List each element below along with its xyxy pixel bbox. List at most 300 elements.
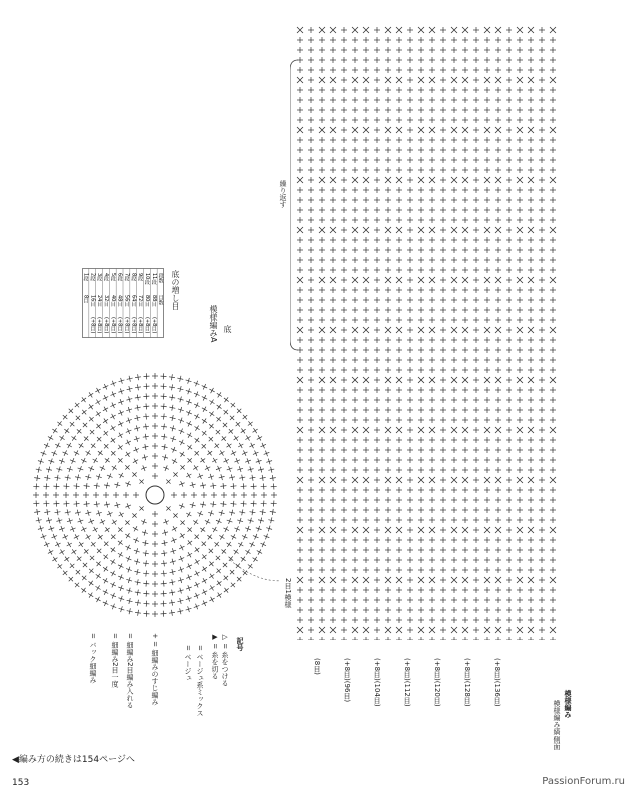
stitch-symbol — [484, 127, 490, 133]
stitch-symbol — [245, 549, 250, 554]
stitch-symbol — [308, 497, 314, 503]
stitch-symbol — [528, 417, 534, 423]
stitch-symbol — [363, 217, 369, 223]
stitch-symbol — [462, 517, 468, 523]
stitch-symbol — [473, 57, 479, 63]
stitch-symbol — [550, 167, 556, 173]
stitch-symbol — [484, 387, 490, 393]
legend-item: = バック細編み — [89, 633, 97, 684]
stitch-symbol — [178, 396, 184, 402]
stitch-symbol — [363, 567, 369, 573]
stitch-symbol — [308, 357, 314, 363]
stitch-symbol — [407, 237, 413, 243]
stitch-symbol — [319, 427, 325, 433]
stitch-symbol — [363, 537, 369, 543]
stitch-symbol — [462, 587, 468, 593]
stitch-symbol — [451, 97, 457, 103]
stitch-symbol — [363, 377, 369, 383]
stitch-symbol — [418, 107, 424, 113]
stitch-symbol — [224, 397, 229, 402]
stitch-symbol — [440, 507, 446, 513]
stitch-symbol — [495, 437, 501, 443]
stitch-symbol — [84, 501, 90, 507]
stitch-symbol — [217, 593, 222, 598]
stitch-symbol — [396, 247, 402, 253]
stitch-symbol — [517, 167, 523, 173]
stitch-symbol — [385, 187, 391, 193]
stitch-symbol — [495, 127, 501, 133]
stitch-symbol — [319, 157, 325, 163]
stitch-symbol — [308, 597, 314, 603]
stitch-symbol — [209, 437, 213, 441]
stitch-symbol — [484, 427, 490, 433]
stitch-symbol — [517, 47, 523, 53]
stitch-symbol — [429, 297, 435, 303]
stitch-symbol — [297, 617, 303, 623]
stitch-symbol — [319, 637, 325, 640]
stitch-symbol — [440, 397, 446, 403]
stitch-symbol — [205, 466, 210, 471]
stitch-symbol — [64, 557, 69, 562]
stitch-symbol — [495, 387, 501, 393]
stitch-symbol — [407, 397, 413, 403]
stitch-symbol — [473, 367, 479, 373]
stitch-symbol — [473, 257, 479, 263]
stitch-symbol — [528, 507, 534, 513]
stitch-symbol — [308, 147, 314, 153]
table-cell: 5段 — [109, 273, 116, 282]
stitch-symbol — [528, 57, 534, 63]
stitch-symbol — [319, 317, 325, 323]
stitch-symbol — [341, 537, 347, 543]
stitch-symbol — [473, 357, 479, 363]
stitch-symbol — [451, 527, 457, 533]
stitch-symbol — [75, 583, 80, 588]
stitch-symbol — [506, 517, 512, 523]
stitch-symbol — [341, 137, 347, 143]
stitch-symbol — [506, 217, 512, 223]
stitch-symbol — [78, 466, 84, 472]
stitch-symbol — [229, 429, 234, 434]
table-cell: (+8目) — [109, 317, 116, 334]
stitch-symbol — [194, 593, 200, 599]
stitch-symbol — [308, 397, 314, 403]
stitch-symbol — [152, 611, 158, 617]
stitch-symbol — [212, 527, 217, 532]
stitch-symbol — [374, 87, 380, 93]
stitch-symbol — [341, 147, 347, 153]
stitch-symbol — [473, 457, 479, 463]
stitch-symbol — [135, 600, 141, 606]
stitch-symbol — [308, 137, 314, 143]
stitch-symbol — [539, 57, 545, 63]
stitch-symbol — [161, 550, 167, 556]
stitch-symbol — [462, 357, 468, 363]
stitch-symbol — [308, 417, 314, 423]
stitch-symbol — [200, 482, 206, 488]
table-cell: 40目 — [109, 295, 116, 307]
stitch-symbol — [55, 542, 60, 547]
row-labels — [300, 652, 540, 722]
stitch-symbol — [297, 357, 303, 363]
stitch-symbol — [330, 217, 336, 223]
stitch-symbol — [374, 397, 380, 403]
stitch-symbol — [70, 458, 76, 464]
stitch-symbol — [330, 277, 336, 283]
stitch-symbol — [539, 387, 545, 393]
stitch-symbol — [363, 587, 369, 593]
stitch-symbol — [374, 257, 380, 263]
stitch-symbol — [223, 458, 228, 463]
stitch-symbol — [506, 267, 512, 273]
stitch-symbol — [352, 227, 358, 233]
stitch-symbol — [208, 510, 214, 516]
stitch-symbol — [143, 424, 149, 430]
stitch-symbol — [517, 297, 523, 303]
stitch-symbol — [385, 217, 391, 223]
stitch-symbol — [194, 582, 199, 587]
stitch-symbol — [253, 534, 259, 540]
stitch-symbol — [341, 577, 347, 583]
stitch-symbol — [152, 433, 158, 439]
stitch-symbol — [143, 550, 149, 556]
stitch-symbol — [440, 477, 446, 483]
stitch-symbol — [152, 463, 158, 469]
stitch-symbol — [161, 591, 167, 597]
stitch-symbol — [161, 403, 167, 409]
row-label: (+8目)(136目) — [493, 658, 501, 707]
stitch-symbol — [297, 527, 303, 533]
stitch-symbol — [506, 147, 512, 153]
stitch-symbol — [374, 457, 380, 463]
stitch-symbol — [385, 507, 391, 513]
stitch-symbol — [440, 347, 446, 353]
stitch-symbol — [330, 497, 336, 503]
stitch-symbol — [517, 197, 523, 203]
stitch-symbol — [330, 527, 336, 533]
stitch-symbol — [396, 487, 402, 493]
stitch-symbol — [440, 367, 446, 373]
stitch-symbol — [352, 517, 358, 523]
stitch-symbol — [385, 527, 391, 533]
stitch-symbol — [473, 187, 479, 193]
stitch-symbol — [352, 277, 358, 283]
stitch-symbol — [297, 367, 303, 373]
stitch-symbol — [161, 434, 167, 440]
legend-item: = ベージュ系ミックス — [196, 645, 204, 717]
stitch-symbol — [110, 582, 115, 587]
stitch-symbol — [152, 393, 158, 399]
stitch-symbol — [396, 317, 402, 323]
stitch-symbol — [506, 157, 512, 163]
row-label: (8目) — [313, 658, 321, 675]
stitch-symbol — [308, 477, 314, 483]
stitch-symbol — [308, 567, 314, 573]
stitch-symbol — [352, 367, 358, 373]
stitch-symbol — [352, 127, 358, 133]
stitch-symbol — [385, 617, 391, 623]
stitch-symbol — [308, 37, 314, 43]
stitch-symbol — [385, 267, 391, 273]
stitch-symbol — [231, 483, 237, 489]
stitch-symbol — [506, 407, 512, 413]
stitch-symbol — [396, 477, 402, 483]
stitch-symbol — [352, 407, 358, 413]
stitch-symbol — [550, 597, 556, 603]
stitch-symbol — [462, 387, 468, 393]
stitch-symbol — [451, 497, 457, 503]
stitch-symbol — [319, 307, 325, 313]
stitch-symbol — [135, 579, 141, 585]
stitch-symbol — [385, 107, 391, 113]
stitch-symbol — [550, 457, 556, 463]
stitch-symbol — [88, 519, 94, 525]
stitch-symbol — [473, 547, 479, 553]
stitch-symbol — [407, 557, 413, 563]
stitch-symbol — [330, 167, 336, 173]
stitch-symbol — [75, 510, 81, 516]
stitch-symbol — [506, 47, 512, 53]
stitch-symbol — [224, 576, 229, 581]
stitch-symbol — [297, 107, 303, 113]
stitch-symbol — [440, 457, 446, 463]
stitch-symbol — [95, 585, 100, 590]
stitch-symbol — [407, 207, 413, 213]
stitch-symbol — [528, 107, 534, 113]
stitch-symbol — [374, 167, 380, 173]
stitch-symbol — [473, 497, 479, 503]
stitch-symbol — [517, 147, 523, 153]
stitch-symbol — [429, 567, 435, 573]
stitch-symbol — [484, 517, 490, 523]
stitch-symbol — [308, 117, 314, 123]
stitch-symbol — [550, 287, 556, 293]
stitch-symbol — [194, 403, 199, 408]
stitch-symbol — [297, 397, 303, 403]
stitch-symbol — [297, 387, 303, 393]
stitch-symbol — [330, 387, 336, 393]
stitch-symbol — [462, 497, 468, 503]
stitch-symbol — [418, 507, 424, 513]
stitch-symbol — [418, 537, 424, 543]
stitch-symbol — [506, 417, 512, 423]
stitch-symbol — [429, 57, 435, 63]
stitch-symbol — [462, 257, 468, 263]
stitch-symbol — [209, 549, 213, 553]
stitch-symbol — [202, 589, 207, 594]
page-number: 153 — [12, 778, 30, 788]
stitch-symbol — [220, 483, 226, 489]
stitch-symbol — [484, 297, 490, 303]
stitch-symbol — [528, 477, 534, 483]
stitch-symbol — [341, 87, 347, 93]
stitch-symbol — [319, 57, 325, 63]
stitch-symbol — [112, 465, 117, 470]
stitch-symbol — [341, 387, 347, 393]
stitch-symbol — [308, 457, 314, 463]
stitch-symbol — [528, 87, 534, 93]
stitch-symbol — [126, 567, 132, 573]
stitch-symbol — [385, 307, 391, 313]
stitch-symbol — [132, 472, 136, 476]
stitch-symbol — [539, 77, 545, 83]
stitch-symbol — [451, 217, 457, 223]
stitch-symbol — [418, 127, 424, 133]
stitch-symbol — [495, 147, 501, 153]
stitch-symbol — [418, 567, 424, 573]
stitch-symbol — [341, 597, 347, 603]
stitch-symbol — [539, 137, 545, 143]
stitch-symbol — [363, 407, 369, 413]
stitch-symbol — [363, 327, 369, 333]
stitch-symbol — [495, 517, 501, 523]
stitch-symbol — [374, 237, 380, 243]
stitch-symbol — [330, 27, 336, 33]
stitch-symbol — [341, 507, 347, 513]
stitch-symbol — [319, 457, 325, 463]
stitch-symbol — [517, 477, 523, 483]
stitch-symbol — [407, 47, 413, 53]
stitch-symbol — [440, 497, 446, 503]
stitch-symbol — [96, 411, 101, 416]
stitch-symbol — [374, 137, 380, 143]
stitch-symbol — [407, 107, 413, 113]
stitch-symbol — [462, 447, 468, 453]
stitch-symbol — [550, 297, 556, 303]
stitch-symbol — [55, 475, 61, 481]
stitch-symbol — [297, 117, 303, 123]
stitch-symbol — [539, 107, 545, 113]
stitch-symbol — [418, 377, 424, 383]
stitch-symbol — [126, 588, 132, 594]
stitch-symbol — [385, 387, 391, 393]
stitch-symbol — [429, 137, 435, 143]
stitch-symbol — [352, 327, 358, 333]
stitch-symbol — [550, 417, 556, 423]
stitch-symbol — [396, 237, 402, 243]
stitch-symbol — [118, 388, 124, 394]
stitch-symbol — [178, 588, 184, 594]
stitch-symbol — [63, 415, 68, 420]
stitch-symbol — [385, 457, 391, 463]
stitch-symbol — [127, 376, 133, 382]
stitch-symbol — [319, 577, 325, 583]
stitch-symbol — [528, 47, 534, 53]
stitch-symbol — [440, 207, 446, 213]
stitch-symbol — [451, 387, 457, 393]
stitch-symbol — [308, 257, 314, 263]
stitch-symbol — [473, 177, 479, 183]
stitch-symbol — [57, 421, 62, 426]
stitch-symbol — [119, 512, 124, 517]
stitch-symbol — [407, 197, 413, 203]
stitch-symbol — [418, 337, 424, 343]
stitch-symbol — [193, 465, 198, 470]
row-label: (+8目)(96目) — [343, 658, 351, 703]
stitch-symbol — [473, 597, 479, 603]
stitch-symbol — [385, 247, 391, 253]
stitch-symbol — [319, 67, 325, 73]
stitch-symbol — [352, 547, 358, 553]
stitch-symbol — [396, 597, 402, 603]
stitch-symbol — [374, 537, 380, 543]
stitch-symbol — [209, 424, 214, 429]
stitch-symbol — [152, 541, 158, 547]
stitch-symbol — [385, 447, 391, 453]
stitch-symbol — [127, 598, 133, 604]
stitch-symbol — [462, 367, 468, 373]
stitch-symbol — [506, 367, 512, 373]
stitch-symbol — [440, 227, 446, 233]
stitch-symbol — [352, 487, 358, 493]
stitch-symbol — [110, 571, 115, 576]
stitch-symbol — [528, 147, 534, 153]
stitch-symbol — [135, 384, 141, 390]
stitch-symbol — [517, 417, 523, 423]
stitch-symbol — [169, 405, 175, 411]
stitch-symbol — [506, 627, 512, 633]
stitch-symbol — [506, 387, 512, 393]
stitch-symbol — [506, 287, 512, 293]
stitch-symbol — [319, 137, 325, 143]
row-label: (+8目)(112目) — [403, 658, 411, 707]
stitch-symbol — [396, 77, 402, 83]
legend-item: = 細編み2目一度 — [111, 633, 119, 688]
stitch-symbol — [429, 477, 435, 483]
stitch-symbol — [418, 307, 424, 313]
stitch-symbol — [374, 407, 380, 413]
stitch-symbol — [539, 417, 545, 423]
stitch-symbol — [517, 307, 523, 313]
stitch-symbol — [341, 287, 347, 293]
stitch-symbol — [451, 127, 457, 133]
stitch-symbol — [429, 77, 435, 83]
stitch-symbol — [103, 589, 108, 594]
stitch-symbol — [506, 487, 512, 493]
stitch-symbol — [495, 457, 501, 463]
stitch-symbol — [506, 437, 512, 443]
stitch-symbol — [141, 519, 147, 525]
stitch-symbol — [330, 597, 336, 603]
stitch-symbol — [341, 267, 347, 273]
stitch-symbol — [224, 588, 229, 593]
stitch-symbol — [473, 227, 479, 233]
stitch-symbol — [319, 117, 325, 123]
stitch-symbol — [374, 447, 380, 453]
stitch-symbol — [539, 197, 545, 203]
stitch-symbol — [407, 67, 413, 73]
stitch-symbol — [43, 492, 49, 498]
stitch-symbol — [190, 502, 196, 508]
stitch-symbol — [462, 227, 468, 233]
legend — [70, 625, 250, 735]
stitch-symbol — [451, 157, 457, 163]
stitch-symbol — [319, 237, 325, 243]
stitch-symbol — [352, 527, 358, 533]
stitch-symbol — [341, 327, 347, 333]
stitch-symbol — [374, 507, 380, 513]
stitch-symbol — [126, 418, 132, 424]
stitch-symbol — [396, 47, 402, 53]
stitch-symbol — [495, 267, 501, 273]
stitch-symbol — [418, 447, 424, 453]
stitch-symbol — [506, 127, 512, 133]
stitch-symbol — [528, 447, 534, 453]
stitch-symbol — [341, 347, 347, 353]
stitch-symbol — [418, 587, 424, 593]
stitch-symbol — [462, 627, 468, 633]
stitch-symbol — [473, 577, 479, 583]
